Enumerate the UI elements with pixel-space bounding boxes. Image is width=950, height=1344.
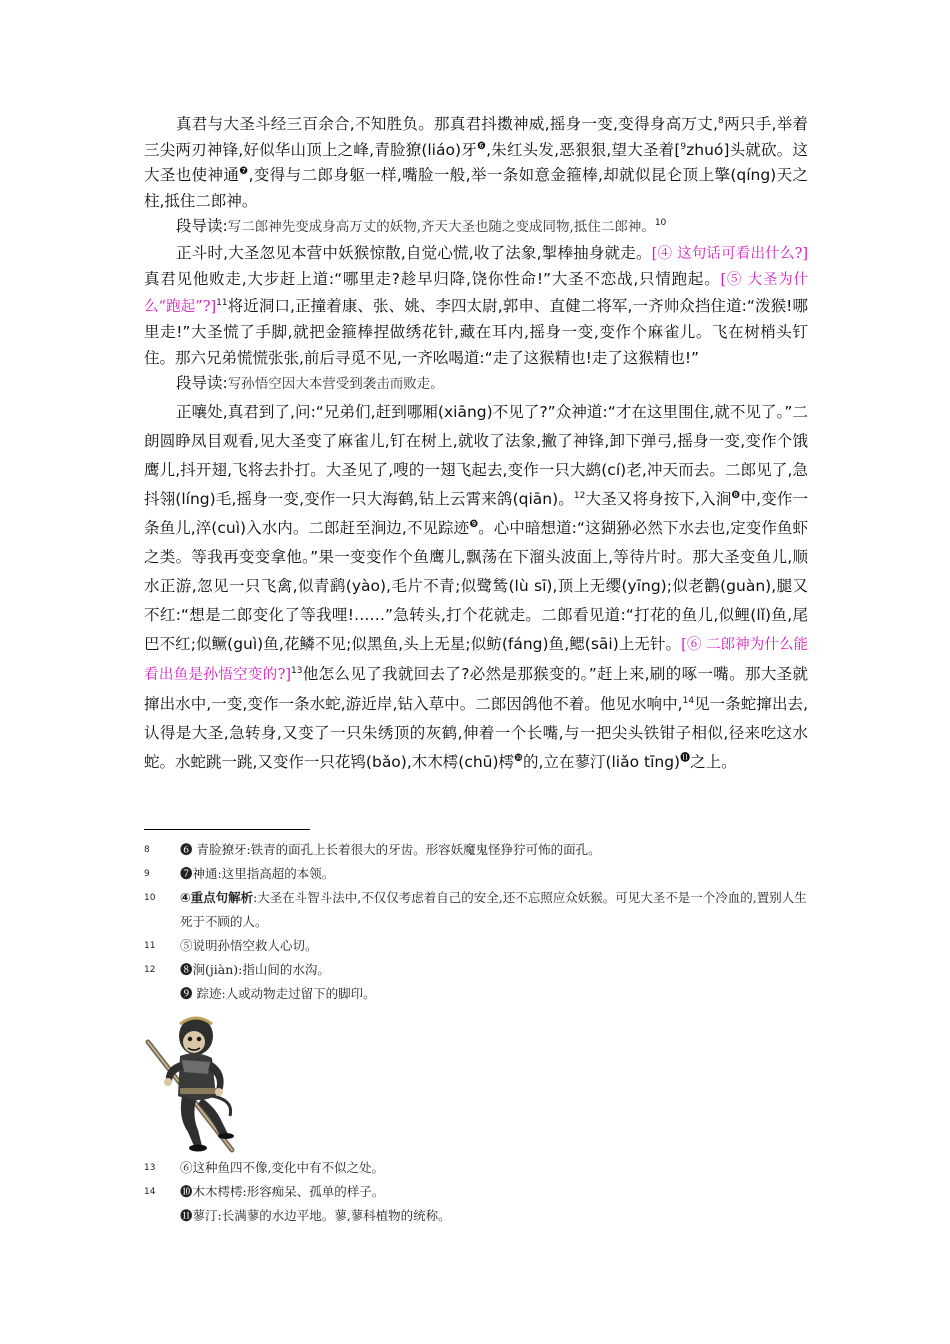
footnote-12b: ❾ 踪迹:人或动物走过留下的脚印。: [180, 986, 376, 1001]
footnotes: [144, 838, 808, 1228]
question-note-5: [⑤ 大圣为什么“跑起”?]: [144, 272, 808, 315]
guide-2: 段导读:写孙悟空因大本营受到袭击而败走。: [176, 374, 444, 392]
footnote-14b: ⓫蓼汀:长满蓼的水边平地。蓼,蓼科植物的统称。: [180, 1208, 451, 1223]
main-text: [144, 112, 808, 777]
monkey-king-icon: [144, 1012, 242, 1154]
footnote-13: 13 ⑥这种鱼四不像,变化中有不似之处。: [144, 1160, 384, 1175]
paragraph-2: 正斗时,大圣忽见本营中妖猴惊散,自觉心慌,收了法象,掣棒抽身就走。[④ 这句话可看出什么?]真君见他败走,大步赶上道:“哪里走?趁早归降,饶你性命!”大圣不恋战,只情跑起。[⑤ 大圣为什么“跑起”?]$^{11}$将近洞口,正撞着康、张、姚、李四太尉,郭申、直健二将军,一齐帅众挡住道:“泼猴!哪里走!”大圣慌了手脚,就把金箍棒捏做绣花针,藏在耳内,摇身一变,变作个麻雀儿。飞在树梢头钉住。那六兄弟慌慌张张,前后寻觅不见,一齐吆喝道:“走了这猴精也!走了这猴精也!”: [144, 243, 808, 367]
image-spacer: [144, 1006, 808, 1156]
footnote-8: 8 ❻ 青脸獠牙:铁青的面孔上长着很大的牙齿。形容妖魔鬼怪狰狞可怖的面孔。: [144, 842, 601, 857]
guide-1: 段导读:写二郎神先变成身高万丈的妖物,齐天大圣也随之变成同物,抵住二郎神。$^{10}$: [176, 217, 667, 235]
paragraph-1: 真君与大圣斗经三百余合,不知胜负。那真君抖擞神威,摇身一变,变得身高万丈,$^8$两只手,举着三尖两刃神锋,好似华山顶上之峰,青脸獠(liáo)牙$^❻$,朱红头发,恶狠狠,望大圣着[$^9$zhuó]头就砍。这大圣也使神通$^❼$,变得与二郎身躯一样,嘴脸一般,举一条如意金箍棒,却就似昆仑顶上擎(qíng)天之柱,抵住二郎神。: [144, 115, 808, 210]
question-note-4: [④ 这句话可看出什么?]: [651, 245, 808, 262]
question-note-6: [⑥ 二郎神为什么能看出鱼是孙悟空变的?]: [144, 636, 809, 683]
footnote-12: 12 ❽涧(jiàn):指山间的水沟。: [144, 962, 330, 977]
paragraph-3: 正嚷处,真君到了,问:“兄弟们,赶到哪厢(xiāng)不见了?”众神道:“才在这里围住,就不见了。”二朗圆睁凤目观看,见大圣变了麻雀儿,钉在树上,就收了法象,撇了神锋,卸下弹弓,摇身一变,变作个饿鹰儿,抖开翅,飞将去扑打。大圣见了,嗖的一翅飞起去,变作一只大鹚(cí)老,冲天而去。二郎见了,急抖翎(líng)毛,摇身一变,变作一只大海鹤,钻上云霄来鸽(qiān)。$^{12}$大圣又将身按下,入涧$^❽$中,变作一条鱼儿,淬(cuì)入水内。二郎赶至涧边,不见踪迹$^❾$。心中暗想道:“这猢狲必然下水去也,定变作鱼虾之类。等我再变变拿他。”果一变变作个鱼鹰儿,飘荡在下溜头波面上,等待片时。那大圣变鱼儿,顺水正游,忽见一只飞禽,似青鹞(yào),毛片不青;似鹭鸶(lù sī),顶上无缨(yīng);似老鹳(guàn),腿又不红:“想是二郎变化了等我哩!……”急转头,打个花就走。二郎看见道:“打花的鱼儿,似鲤(lǐ)鱼,尾巴不红;似鳜(guì)鱼,花鳞不见;似黑鱼,头上无星;似鲂(fáng)鱼,鳃(sāi)上无针。[⑥ 二郎神为什么能看出鱼是孙悟空变的?]$^{13}$他怎么见了我就回去了?必然是那猴变的。”赶上来,刷的啄一嘴。那大圣就撺出水中,一变,变作一条水蛇,游近岸,钻入草中。二郎因鸽他不着。他见水响中,$^{14}$见一条蛇撺出去,认得是大圣,急转身,又变了一只朱绣顶的灰鹤,伸着一个长嘴,与一把尖头铁钳子相似,径来吃这水蛇。水蛇跳一跳,又变作一只花鸨(bǎo),木木樗(chū)樗$^❿$的,立在蓼汀(liǎo tīng)⓫之上。: [144, 402, 809, 771]
footnote-9: 9 ❼神通:这里指高超的本领。: [144, 866, 335, 881]
footnote-divider: [144, 829, 310, 830]
footnote-10: 10 ④重点句解析:大圣在斗智斗法中,不仅仅考虑着自己的安全,还不忘照应众妖猴。可见大圣不是一个冷血的,置别人生死于不顾的人。: [144, 890, 807, 929]
footnote-11: 11 ⑤说明孙悟空救人心切。: [144, 938, 318, 953]
footnote-14: 14 ❿木木樗樗:形容痴呆、孤单的样子。: [144, 1184, 385, 1199]
